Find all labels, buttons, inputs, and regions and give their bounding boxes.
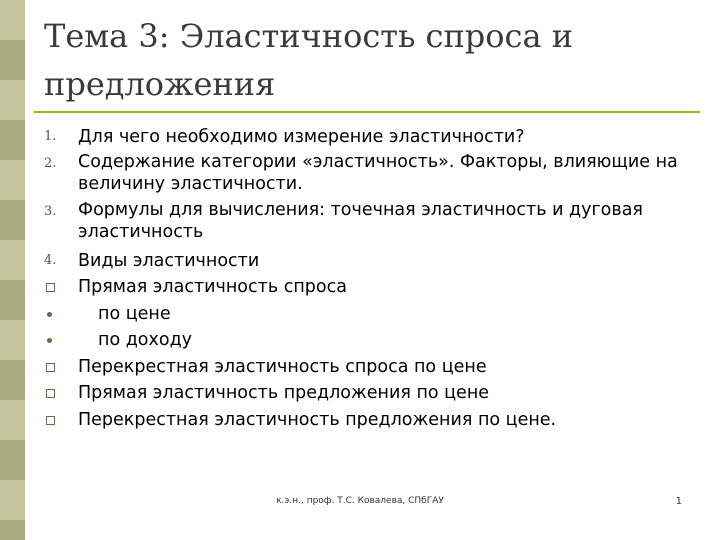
list-item-text: Прямая эластичность спроса [78,277,347,297]
list-item [44,407,684,434]
list-item-text: Перекрестная эластичность предложения по цене. [78,409,557,430]
list-item [44,380,684,407]
list-item [44,274,684,301]
list-item [44,354,684,381]
list-item-text: Прямая эластичность предложения по цене [78,383,490,403]
footer-author: к.э.н., проф. Т.С. Ковалева, СПбГАУ [276,496,444,506]
list-item-text: Перекрестная эластичность спроса по цене [78,356,487,377]
list-item [44,327,684,354]
list-item [44,199,684,248]
list-item-text: Для чего необходимо измерение эластичности? [78,127,525,147]
side-bar-segment [0,240,25,280]
list-item [44,301,684,328]
side-bar-segment [0,400,25,440]
list-item-text: по доходу [98,330,193,350]
page-number: 1 [675,496,682,507]
side-bar-segment [0,480,25,520]
list-item-text: Формулы для вычисления: точечная эластичность и дуговая эластичность [78,200,643,242]
title-divider [34,111,700,113]
side-bar-segment [0,320,25,360]
content-list [44,124,684,433]
side-bar-segment [0,0,25,40]
slide-title: Тема 3: Эластичность спроса и предложения [44,17,574,103]
list-item [44,124,684,151]
side-bar-segment [0,80,25,120]
list-item-text: Виды эластичности [78,250,260,271]
list-item [44,248,684,275]
list-number: 2. [44,155,57,171]
list-item [44,151,684,200]
list-number: 4. [44,252,57,268]
list-item-text: Содержание категории «эластичность». Факторы, влияющие на величину эластичности. [78,151,678,194]
list-number: 3. [44,204,57,219]
side-bar-segment [0,160,25,200]
decorative-side-bar [0,0,25,540]
list-number: 1. [44,129,57,144]
list-item-text: по цене [98,303,171,324]
